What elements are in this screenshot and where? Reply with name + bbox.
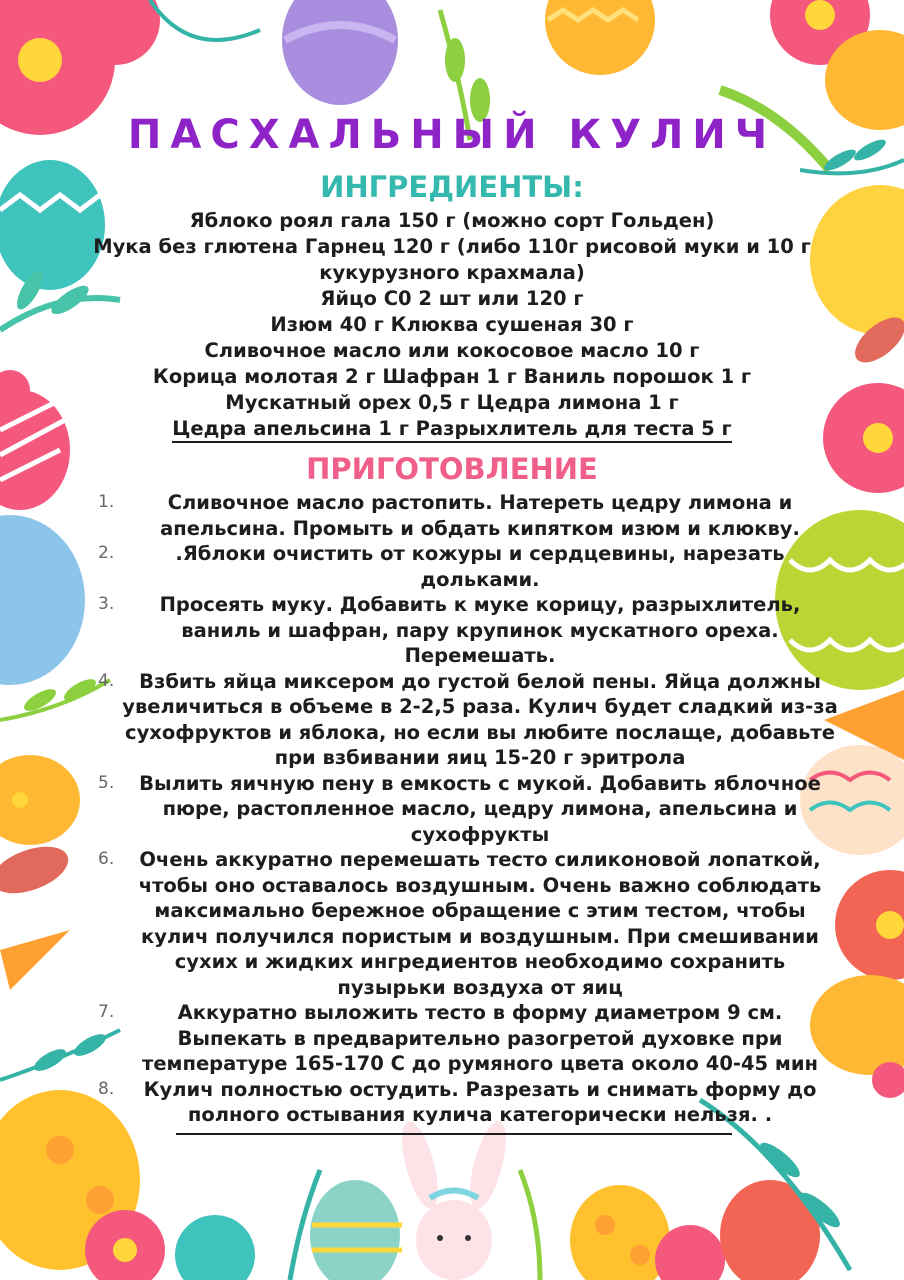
- ingredient-line: Корица молотая 2 г Шафран 1 г Ваниль порошок 1 г: [152, 365, 752, 388]
- step-number: 2.: [98, 543, 115, 563]
- step-text: Сливочное масло растопить. Натереть цедру лимона и апельсина. Промыть и обдать кипятком изюм и клюкву.: [160, 491, 800, 540]
- step-number: 8.: [98, 1078, 115, 1099]
- list-item: [80, 1077, 840, 1128]
- divider: [176, 1133, 732, 1135]
- ingredients-heading: ИНГРЕДИЕНТЫ:: [320, 170, 584, 204]
- step-number: 4.: [98, 670, 115, 691]
- step-text: Взбить яйца миксером до густой белой пены. Яйца должны увеличиться в объеме в 2-2,5 раза. Кулич будет сладкий из-за сухофруктов и яблока, но если вы любите послаще, добавьте при взбивании яиц 15-20 г эритрола: [122, 669, 838, 769]
- list-item: [80, 1000, 840, 1077]
- step-number: 5.: [98, 772, 115, 793]
- step-number: 6.: [98, 849, 115, 869]
- step-number: 3.: [98, 594, 115, 614]
- ingredient-line: Изюм 40 г Клюква сушеная 30 г: [270, 313, 634, 336]
- list-item: [80, 771, 840, 848]
- step-text: Кулич полностью остудить. Разрезать и снимать форму до полного остывания кулича категорически нельзя. .: [143, 1077, 817, 1126]
- ingredient-line: Мука без глютена Гарнец 120 г (либо 110г рисовой муки и 10 г кукурузного крахмала): [93, 235, 811, 284]
- ingredient-line: Цедра апельсина 1 г Разрыхлитель для теста 5 г: [172, 417, 731, 443]
- list-item: [80, 669, 840, 771]
- ingredient-line: Яблоко роял гала 150 г (можно сорт Гольден): [189, 209, 715, 232]
- list-item: [80, 847, 840, 1000]
- preparation-heading: ПРИГОТОВЛЕНИЕ: [306, 452, 598, 486]
- ingredient-line: Яйцо С0 2 шт или 120 г: [320, 287, 584, 310]
- step-number: 1.: [98, 492, 115, 512]
- ingredients-list: [60, 208, 844, 443]
- preparation-steps: [80, 490, 840, 1128]
- list-item: [80, 541, 840, 592]
- page-title: ПАСХАЛЬНЫЙ КУЛИЧ: [127, 112, 777, 158]
- step-text: Вылить яичную пену в емкость с мукой. Добавить яблочное пюре, растопленное масло, цедру лимона, апельсина и сухофрукты: [139, 771, 821, 846]
- step-text: .Яблоки очистить от кожуры и сердцевины, нарезать дольками.: [175, 542, 785, 591]
- list-item: [80, 490, 840, 541]
- step-text: Очень аккуратно перемешать тесто силиконовой лопаткой, чтобы оно оставалось воздушным. Очень важно соблюдать максимально бережное обращение с этим тестом, чтобы кулич получился пористым и воздушным. При смешивании сухих и жидких ингредиентов необходимо сохранить пузырьки воздуха от яиц: [138, 848, 822, 999]
- step-number: 7.: [98, 1002, 115, 1022]
- step-text: Аккуратно выложить тесто в форму диаметром 9 см. Выпекать в предварительно разогретой духовке при температуре 165-170 С до румяного цвета около 40-45 мин: [142, 1001, 818, 1075]
- ingredient-line: Мускатный орех 0,5 г Цедра лимона 1 г: [225, 391, 679, 414]
- list-item: [80, 592, 840, 669]
- ingredient-line: Сливочное масло или кокосовое масло 10 г: [204, 339, 700, 362]
- step-text: Просеять муку. Добавить к муке корицу, разрыхлитель, ваниль и шафран, пару крупинок мускатного ореха. Перемешать.: [159, 593, 801, 667]
